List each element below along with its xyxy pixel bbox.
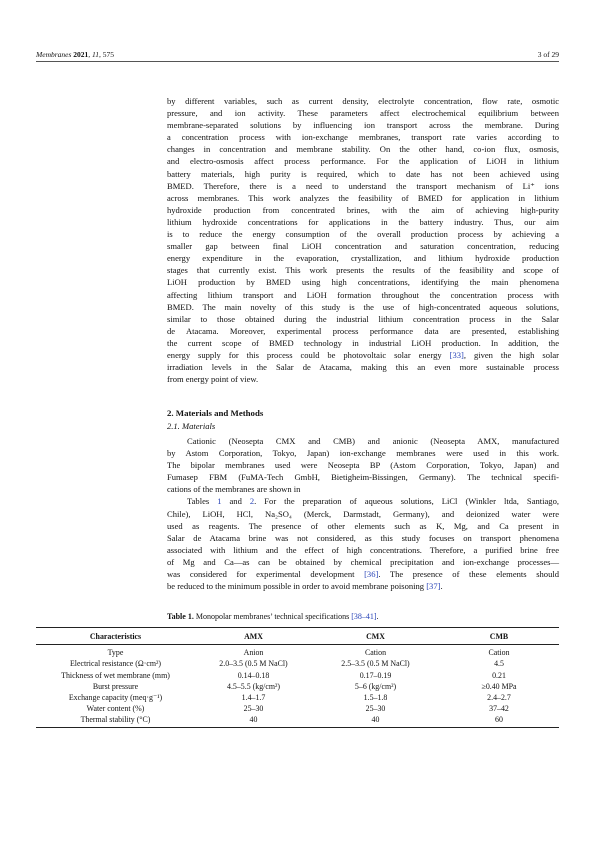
page-number: 3 of 29	[537, 50, 559, 59]
text-line: similar to those obtained during the industrial lithium concentration process in the Salar	[167, 313, 559, 324]
text-line: membrane-separated solutions by influencing ion transport across the membrane. During	[167, 120, 559, 131]
text-line: smaller gap between final LiOH concentration and saturation concentration, reducing	[167, 241, 559, 252]
text-line: across membranes. This work analyzes the feasibility of BMED for application in lithium	[167, 192, 559, 203]
citation-link[interactable]: [36]	[364, 569, 379, 580]
intro-paragraph	[167, 95, 559, 385]
section-title: 2. Materials and Methods	[167, 408, 264, 418]
table-cell: Anion	[243, 648, 264, 658]
text-line: Chile), LiOH, HCl, Na₂SO₄ (Merck, Darmstadt, Germany), and deionized water were	[167, 508, 559, 519]
text-line: BMED. The main novelty of this study is the use of high-concentrated aqueous solutions,	[167, 301, 559, 312]
text-line: is to reduce the energy consumption of the overall production process by achieving a	[167, 229, 559, 240]
table-cell: 4.5	[494, 659, 504, 669]
text-line: by Astom Corporation, Tokyo, Japan) ion-exchange membranes were used in this work.	[167, 448, 559, 459]
text-line: LiOH production by BMED using high concentrations, identifying the main phenomena	[167, 277, 559, 288]
table-cell: 0.17–0.19	[359, 670, 392, 680]
text-line: pressure, and ion activity. These parameters affect electrochemical equilibrium between	[167, 108, 559, 119]
membrane-spec-table	[36, 627, 559, 728]
text-line: Fumasep FBM (FuMA-Tech GmbH, Bietigheim-Bissingen, Germany). The technical specifi-	[167, 472, 559, 483]
table-header-row	[36, 628, 559, 645]
text-line: be reduced to the minimum possible in order to avoid membrane poisoning [37].	[167, 581, 443, 592]
table-row	[36, 681, 559, 692]
text-line: de Atacama. Moreover, experimental process performance data are presented, establishing	[167, 325, 559, 336]
text-line: the current scope of BMED technology in industrial LiOH production. In addition, the	[167, 337, 559, 348]
text-line: battery materials, high purity is required, which to date has not been achieved using	[167, 168, 559, 179]
table-cell: Exchange capacity (meq·g⁻¹)	[68, 693, 163, 703]
text-line: irradiation levels in the Salar de Atacama, making this an even more sustainable process	[167, 362, 559, 373]
citation-link[interactable]: [37]	[426, 581, 441, 592]
table-cell: Burst pressure	[92, 681, 139, 691]
journal-citation: Membranes 2021, 11, 575	[36, 50, 114, 59]
header-rule	[36, 61, 559, 62]
text-line: associated with lithium and the effect of high concentrations. Therefore, a purified brine free	[167, 544, 559, 555]
table-cell: 1.4–1.7	[241, 693, 266, 703]
subsection-title: 2.1. Materials	[167, 421, 216, 431]
table-cell: 40	[195, 714, 312, 727]
table-cell: 2.5–3.5 (0.5 M NaCl)	[341, 659, 410, 669]
text-line: of Mg and Ca—as can be obtained by chemical precipitation and ion-exchange processes—	[167, 556, 559, 567]
table-header-cell: Characteristics	[36, 628, 195, 645]
table-cell: Type	[107, 648, 124, 658]
table-cell: 40	[312, 714, 439, 727]
table-header-cell: CMB	[439, 628, 559, 645]
text-line: energy supply for this process could be photovoltaic solar energy [33], given the high solar	[167, 349, 559, 360]
table-row	[36, 645, 559, 659]
table-link[interactable]: 2	[249, 496, 255, 507]
text-line: was considered for experimental development [36]. The presence of these elements should	[167, 569, 559, 580]
text-line: a concentration process with ion-exchange membranes, transport rate varies according to	[167, 132, 559, 143]
table-header-cell: CMX	[312, 628, 439, 645]
table-cell: 2.0–3.5 (0.5 M NaCl)	[219, 659, 288, 669]
table-row	[36, 658, 559, 669]
text-line: used as reagents. The presence of other elements such as K, Mg, and Ca present in	[167, 520, 559, 531]
text-line: hydroxide production from concentrated brines, with the aim of achieving high-purity	[167, 204, 559, 215]
table-cell: Cation	[488, 648, 510, 658]
citation-link[interactable]: [33]	[449, 349, 464, 360]
table-row	[36, 703, 559, 714]
text-line: changes in concentration and membrane stability. On the other hand, co-ion flux, osmosis,	[167, 144, 559, 155]
table-row	[36, 692, 559, 703]
table-cell: 0.21	[492, 670, 506, 680]
text-line: Cationic (Neosepta CMX and CMB) and anionic (Neosepta AMX, manufactured	[187, 436, 559, 446]
table-cell: Electrical resistance (Ω·cm²)	[69, 659, 162, 669]
text-line: BMED. Therefore, there is a need to understand the transport mechanism of Li⁺ ions	[167, 180, 559, 191]
text-line: cations of the membranes are shown in	[167, 484, 301, 495]
text-line: stages that currently exist. This work presents the results of the feasibility and scope of	[167, 265, 559, 276]
table-cell: Water content (%)	[86, 704, 145, 714]
text-line: lithium hydroxide concentrations for applications in the battery industry. Thus, our aim	[167, 216, 559, 227]
text-line: and electro-osmosis affect process performance. For the application of LiOH in lithium	[167, 156, 559, 167]
text-line: energy expenditure in the evaporation, crystallization, and lithium hydroxide production	[167, 253, 559, 264]
table-cell: 60	[439, 714, 559, 727]
table-cell: 2.4–2.7	[487, 693, 511, 703]
table-cell: Thermal stability (°C)	[36, 714, 195, 727]
table-cell: 1.5–1.8	[363, 693, 388, 703]
table-header-cell: AMX	[195, 628, 312, 645]
materials-paragraph	[167, 435, 559, 592]
table-row	[36, 714, 559, 727]
table-row	[36, 670, 559, 681]
table-cell: 0.14–0.18	[237, 670, 270, 680]
table-cell: 5–6 (kg/cm²)	[354, 681, 397, 691]
running-header	[36, 49, 559, 61]
table-cell: Thickness of wet membrane (mm)	[61, 670, 170, 680]
table-cell: Cation	[364, 648, 387, 658]
table-cell: 25–30	[365, 704, 386, 714]
text-line: by different variables, such as current density, electrolyte concentration, flow rate, osmotic	[167, 96, 559, 106]
text-line: from energy point of view.	[167, 374, 259, 385]
table-caption: Table 1. Monopolar membranes’ technical specifications [38–41].	[167, 612, 379, 621]
table-cell: 4.5–5.5 (kg/cm²)	[227, 681, 280, 691]
table-link[interactable]: 1	[217, 496, 222, 507]
text-line: Salar de Atacama brine was not considered, as this study focuses on transport phenomena	[167, 532, 559, 543]
text-line: affecting lithium transport and LiOH formation throughout the concentration process with	[167, 289, 559, 300]
table-cell: 25–30	[243, 704, 264, 714]
citation-link[interactable]: [38–41]	[351, 612, 377, 621]
text-line: The bipolar membranes used were Neosepta BP (Astom Corporation, Tokyo, Japan) and	[167, 460, 559, 471]
table-cell: 37–42	[489, 704, 509, 714]
text-line: Tables 1 and 2. For the preparation of aqueous solutions, LiCl (Winkler ltda, Santiago,	[187, 496, 559, 507]
table-cell: ≥0.40 MPa	[481, 681, 517, 691]
